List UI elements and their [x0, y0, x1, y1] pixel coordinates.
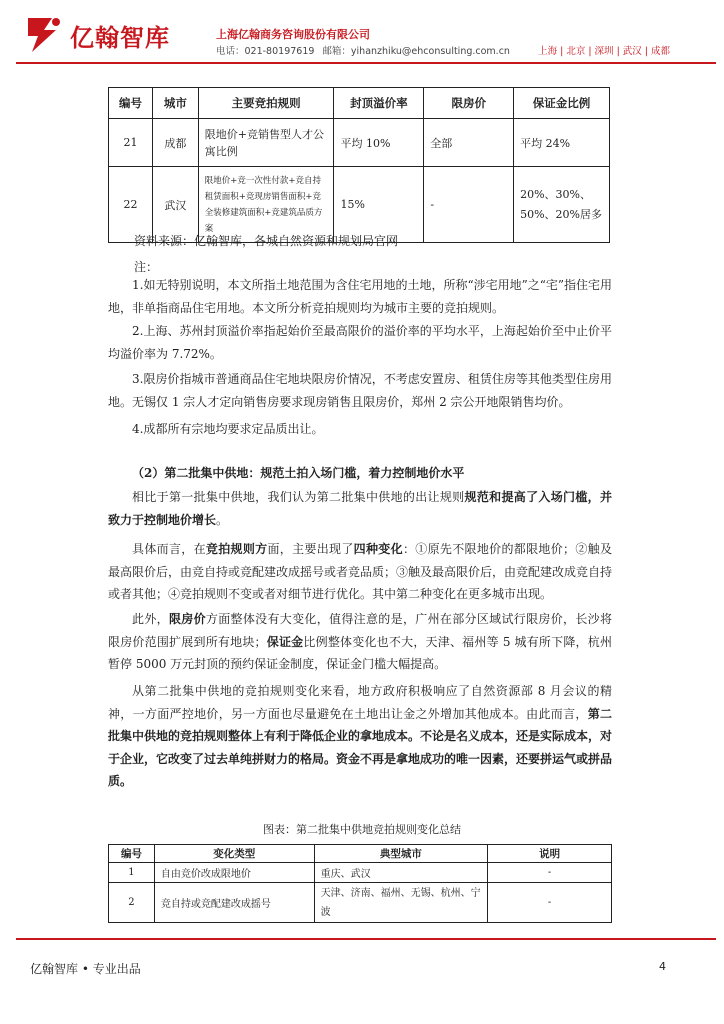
cell-cities: 天津、济南、福州、无锡、杭州、宁波: [314, 883, 488, 923]
cell-note: -: [488, 863, 612, 883]
footer-divider: [16, 938, 716, 940]
cell-note: -: [488, 883, 612, 923]
note-3: 3.限房价指城市普通商品住宅地块限房价情况，不考虑安置房、租赁住房等其他类型住房用地。无锡仅 1 宗人才定向销售房要求现房销售且限房价，郑州 2 宗公开地限销售均价。: [108, 372, 612, 409]
footer-brand: 亿翰智库 • 专业出品: [30, 962, 141, 976]
city-item: 深圳: [594, 46, 614, 57]
email: 邮箱：yihanzhiku@ehconsulting.com.cn: [322, 46, 510, 57]
cell-deposit: 平均 24%: [514, 119, 610, 167]
cell-city: 武汉: [152, 167, 198, 243]
cell-city: 成都: [152, 119, 198, 167]
bidding-rules-table: [108, 87, 610, 243]
figure-caption: 图表：第二批集中供地竞拍规则变化总结: [263, 823, 461, 836]
cell-rule: 限地价+竞销售型人才公寓比例: [198, 119, 334, 167]
column-header: 保证金比例: [514, 88, 610, 119]
header-divider: [16, 62, 716, 64]
table-row: [109, 119, 610, 167]
city-list: 上海 | 北京 | 深圳 | 武汉 | 成都: [538, 46, 670, 57]
page-number: 4: [659, 960, 666, 973]
note-4: 4.成都所有宗地均要求定品质出让。: [132, 422, 324, 436]
logo-text: 亿翰智库: [70, 24, 170, 52]
cell-no: 1: [109, 863, 155, 883]
cell-rule: 限地价+竞一次性付款+竞自持租赁面积+竞现房销售面积+竞全装修建筑面积+竞建筑品质方案: [198, 167, 334, 243]
cell-cities: 重庆、武汉: [314, 863, 488, 883]
rule-change-table: [108, 844, 612, 923]
paragraph: 此外，限房价方面整体没有大变化，值得注意的是，广州在部分区域试行限房价，长沙将限房价范围扩展到所有地块；保证金比例整体变化也不大，天津、福州等 5 城有所下降，杭州暂停 5000 万元封顶的预约保证金制度，保证金门槛大幅提高。: [108, 612, 612, 671]
contact-info: [216, 43, 518, 57]
cell-price-limit: -: [424, 167, 514, 243]
cell-price-limit: 全部: [424, 119, 514, 167]
city-item: 上海: [538, 46, 558, 57]
source-note: 资料来源：亿翰智库，各城自然资源和规划局官网: [134, 234, 399, 248]
note-label: 注：: [134, 260, 159, 274]
city-item: 武汉: [622, 46, 642, 57]
note-1: 1.如无特别说明，本文所指土地范围为含住宅用地的土地，所称“涉宅用地”之“宅”指住宅用地，非单指商品住宅用地。本文所分析竞拍规则均为城市主要的竞拍规则。: [108, 278, 612, 315]
paragraph: 具体而言，在竞拍规则方面，主要出现了四种变化：①原先不限地价的都限地价；②触及最高限价后，由竞自持或竞配建改成摇号或者竞品质；③触及最高限价后，由竞配建改成竞自持或者其他；④竞拍规则不变或者对细节进行优化。其中第二种变化在更多城市出现。: [108, 542, 613, 601]
cell-no: 21: [109, 119, 153, 167]
table-header-row: [109, 88, 610, 119]
city-item: 北京: [566, 46, 586, 57]
cell-no: 2: [109, 883, 155, 923]
cell-deposit: 20%、30%、50%、20%居多: [514, 167, 610, 243]
cell-no: 22: [109, 167, 153, 243]
cell-premium: 平均 10%: [334, 119, 424, 167]
column-header: 变化类型: [154, 845, 314, 863]
column-header: 编号: [109, 845, 155, 863]
paragraph: 相比于第一批集中供地，我们认为第二批集中供地的出让规则规范和提高了入场门槛，并致力于控制地价增长。: [108, 490, 612, 527]
page-header: [0, 0, 724, 68]
company-name: 上海亿翰商务咨询股份有限公司: [216, 28, 370, 41]
column-header: 限房价: [424, 88, 514, 119]
cell-type: 自由竞价改成限地价: [154, 863, 314, 883]
table-row: [109, 863, 612, 883]
column-header: 说明: [488, 845, 612, 863]
table-header-row: [109, 845, 612, 863]
logo-icon: [22, 12, 66, 56]
column-header: 编号: [109, 88, 153, 119]
cell-premium: 15%: [334, 167, 424, 243]
paragraph: 从第二批集中供地的竞拍规则变化来看，地方政府积极响应了自然资源部 8 月会议的精神，一方面严控地价，另一方面也尽量避免在土地出让金之外增加其他成本。由此而言，第二批集中供地的竞拍规则整体上有利于降低企业的拿地成本。不论是名义成本，还是实际成本，对于企业，它改变了过去单纯拼财力的格局。资金不再是拿地成功的唯一因素，还要拼运气或拼品质。: [108, 684, 613, 788]
column-header: 城市: [152, 88, 198, 119]
section-heading: （2）第二批集中供地：规范土拍入场门槛，着力控制地价水平: [132, 466, 465, 480]
phone: 电话：021-80197619: [216, 46, 315, 57]
column-header: 封顶溢价率: [334, 88, 424, 119]
note-2: 2.上海、苏州封顶溢价率指起始价至最高限价的溢价率的平均水平，上海起始价至中止价平均溢价率为 7.72%。: [108, 324, 612, 361]
cell-type: 竞自持或竞配建改成摇号: [154, 883, 314, 923]
table-row: [109, 883, 612, 923]
city-item: 成都: [650, 46, 670, 57]
column-header: 主要竞拍规则: [198, 88, 334, 119]
column-header: 典型城市: [314, 845, 488, 863]
